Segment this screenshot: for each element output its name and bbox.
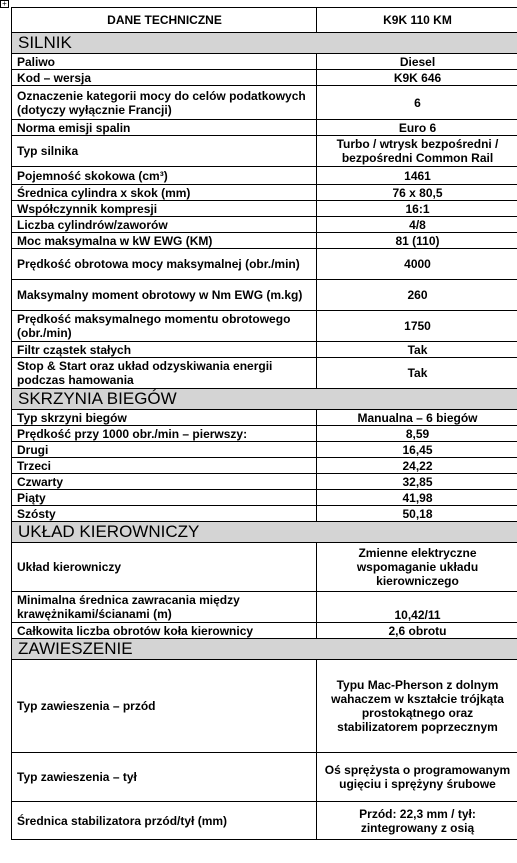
row-label: Typ silnika xyxy=(12,136,317,167)
table-move-handle-icon[interactable]: + xyxy=(0,0,9,8)
table-row xyxy=(12,185,517,201)
row-label: Maksymalny moment obrotowy w Nm EWG (m.kg) xyxy=(12,280,317,311)
row-label: Średnica stabilizatora przód/tył (mm) xyxy=(12,802,317,840)
row-value: 76 x 80,5 xyxy=(317,185,517,201)
row-value: Diesel xyxy=(317,54,517,70)
table-row xyxy=(12,623,517,639)
row-value: 16:1 xyxy=(317,201,517,217)
row-value: 81 (110) xyxy=(317,233,517,249)
table-row xyxy=(12,201,517,217)
row-label: Całkowita liczba obrotów koła kierownicy xyxy=(12,623,317,639)
row-label: Paliwo xyxy=(12,54,317,70)
table-row xyxy=(12,136,517,167)
section-skrzynia-biegow xyxy=(12,389,517,410)
row-value: 8,59 xyxy=(317,426,517,442)
row-value: K9K 646 xyxy=(317,70,517,86)
row-label: Prędkość przy 1000 obr./min – pierwszy: xyxy=(12,426,317,442)
row-value: 32,85 xyxy=(317,474,517,490)
section-title: UKŁAD KIEROWNICZY xyxy=(12,522,517,543)
table-row xyxy=(12,280,517,311)
section-zawieszenie xyxy=(12,639,517,660)
row-label: Liczba cylindrów/zaworów xyxy=(12,217,317,233)
row-label: Minimalna średnica zawracania między krawężnikami/ścianami (m) xyxy=(12,592,317,623)
table-row xyxy=(12,506,517,522)
table-row xyxy=(12,358,517,389)
table-row xyxy=(12,753,517,802)
table-row xyxy=(12,442,517,458)
section-title: SKRZYNIA BIEGÓW xyxy=(12,389,517,410)
row-value: Oś sprężysta o programowanym ugięciu i sprężyny śrubowe xyxy=(317,753,517,802)
table-row xyxy=(12,543,517,592)
row-label: Średnica cylindra x skok (mm) xyxy=(12,185,317,201)
row-label: Typ skrzyni biegów xyxy=(12,410,317,426)
table-row xyxy=(12,342,517,358)
row-value: Typu Mac-Pherson z dolnym wahaczem w kształcie trójkąta prostokątnego oraz stabilizatorem poprzecznym xyxy=(317,660,517,753)
table-row xyxy=(12,426,517,442)
row-value: Turbo / wtrysk bezpośredni / bezpośredni Common Rail xyxy=(317,136,517,167)
row-label: Piąty xyxy=(12,490,317,506)
table-row xyxy=(12,217,517,233)
table-row xyxy=(12,660,517,753)
row-label: Kod – wersja xyxy=(12,70,317,86)
table-row xyxy=(12,311,517,342)
row-value: 4/8 xyxy=(317,217,517,233)
table-row xyxy=(12,474,517,490)
table-row xyxy=(12,233,517,249)
row-value: Tak xyxy=(317,358,517,389)
row-label: Prędkość maksymalnego momentu obrotowego (obr./min) xyxy=(12,311,317,342)
row-value: 41,98 xyxy=(317,490,517,506)
row-value: 1750 xyxy=(317,311,517,342)
row-label: Współczynnik kompresji xyxy=(12,201,317,217)
table-row xyxy=(12,70,517,86)
row-label: Czwarty xyxy=(12,474,317,490)
table-row xyxy=(12,802,517,840)
table-row xyxy=(12,86,517,120)
row-value: Tak xyxy=(317,342,517,358)
row-label: Szósty xyxy=(12,506,317,522)
row-value: 50,18 xyxy=(317,506,517,522)
row-label: Filtr cząstek stałych xyxy=(12,342,317,358)
row-label: Stop & Start oraz układ odzyskiwania energii podczas hamowania xyxy=(12,358,317,389)
section-title: ZAWIESZENIE xyxy=(12,639,517,660)
row-value: 4000 xyxy=(317,249,517,280)
header-model: K9K 110 KM xyxy=(317,8,517,33)
row-value: 1461 xyxy=(317,167,517,185)
row-label: Trzeci xyxy=(12,458,317,474)
row-label: Typ zawieszenia – przód xyxy=(12,660,317,753)
row-value: Manualna – 6 biegów xyxy=(317,410,517,426)
section-silnik xyxy=(12,33,517,54)
row-value: 6 xyxy=(317,86,517,120)
table-row xyxy=(12,167,517,185)
table-row xyxy=(12,120,517,136)
row-value: 10,42/11 xyxy=(317,592,517,623)
row-label: Prędkość obrotowa mocy maksymalnej (obr./min) xyxy=(12,249,317,280)
row-label: Typ zawieszenia – tył xyxy=(12,753,317,802)
row-value: Zmienne elektryczne wspomaganie układu kierowniczego xyxy=(317,543,517,592)
row-label: Oznaczenie kategorii mocy do celów podatkowych (dotyczy wyłącznie Francji) xyxy=(12,86,317,120)
table-row xyxy=(12,410,517,426)
header-label: DANE TECHNICZNE xyxy=(12,8,317,33)
section-uklad-kierowniczy xyxy=(12,522,517,543)
row-label: Drugi xyxy=(12,442,317,458)
row-value: Przód: 22,3 mm / tył: zintegrowany z osią xyxy=(317,802,517,840)
table-header-row xyxy=(12,8,517,33)
row-value: Euro 6 xyxy=(317,120,517,136)
row-label: Układ kierowniczy xyxy=(12,543,317,592)
table-row xyxy=(12,490,517,506)
section-title: SILNIK xyxy=(12,33,517,54)
row-value: 16,45 xyxy=(317,442,517,458)
table-row xyxy=(12,249,517,280)
table-row xyxy=(12,592,517,623)
row-label: Pojemność skokowa (cm³) xyxy=(12,167,317,185)
table-row xyxy=(12,458,517,474)
technical-data-table xyxy=(11,7,517,840)
row-label: Norma emisji spalin xyxy=(12,120,317,136)
table-row xyxy=(12,54,517,70)
row-label: Moc maksymalna w kW EWG (KM) xyxy=(12,233,317,249)
row-value: 2,6 obrotu xyxy=(317,623,517,639)
row-value: 24,22 xyxy=(317,458,517,474)
row-value: 260 xyxy=(317,280,517,311)
